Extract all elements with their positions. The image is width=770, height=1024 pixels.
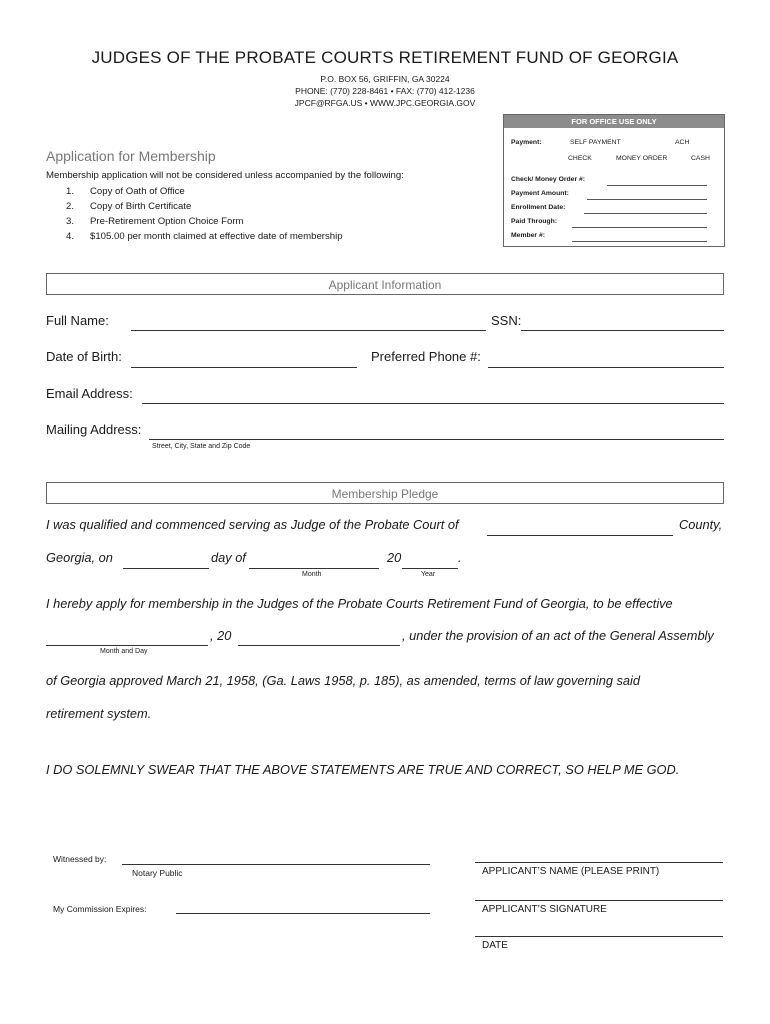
- month-hint: Month: [302, 571, 322, 578]
- membership-pledge-header: Membership Pledge: [46, 482, 724, 504]
- dob-label: Date of Birth:: [46, 349, 122, 364]
- pledge-line-1: I was qualified and commenced serving as Judge of the Probate Court of: [46, 517, 459, 532]
- phone-label: Preferred Phone #:: [371, 349, 481, 364]
- mailing-address-hint: Street, City, State and Zip Code: [152, 443, 251, 450]
- pledge-day-of: day of: [211, 550, 246, 565]
- ssn-field[interactable]: [521, 330, 724, 331]
- witness-signature-field[interactable]: [122, 864, 430, 865]
- witnessed-by-label: Witnessed by:: [53, 854, 107, 864]
- requirement-item: 4. $105.00 per month claimed at effective date of membership: [66, 231, 343, 242]
- month-field[interactable]: [249, 568, 379, 569]
- address-line: P.O. BOX 56, GRIFFIN, GA 30224: [320, 74, 450, 84]
- year-hint: Year: [421, 571, 436, 578]
- date-field[interactable]: [475, 936, 723, 937]
- effective-year-field[interactable]: [238, 645, 400, 646]
- day-field[interactable]: [123, 568, 209, 569]
- paid-through-field[interactable]: [572, 227, 707, 228]
- commission-expires-field[interactable]: [176, 913, 430, 914]
- option-money-order[interactable]: MONEY ORDER: [616, 155, 668, 162]
- payment-label: Payment:: [511, 139, 542, 146]
- email-field[interactable]: [142, 403, 724, 404]
- application-title: Application for Membership: [46, 148, 216, 164]
- requirements-intro: Membership application will not be considered unless accompanied by the following:: [46, 170, 404, 181]
- pledge-line-2: Georgia, on: [46, 550, 113, 565]
- email-label: Email Address:: [46, 386, 133, 401]
- enrollment-date-label: Enrollment Date:: [511, 204, 566, 211]
- payment-amount-label: Payment Amount:: [511, 190, 569, 197]
- pledge-county-text: County,: [679, 517, 723, 532]
- requirement-item: 3. Pre-Retirement Option Choice Form: [66, 216, 244, 227]
- mailing-address-label: Mailing Address:: [46, 422, 142, 437]
- enrollment-date-field[interactable]: [584, 213, 707, 214]
- pledge-line-4: , under the provision of an act of the General Assembly: [402, 628, 714, 643]
- office-use-heading: FOR OFFICE USE ONLY: [504, 115, 724, 128]
- option-cash[interactable]: CASH: [691, 155, 710, 162]
- office-use-box: [503, 114, 725, 247]
- pledge-line-3: I hereby apply for membership in the Judges of the Probate Courts Retirement Fund of Georgia, to be effective: [46, 596, 673, 611]
- option-check[interactable]: CHECK: [568, 155, 592, 162]
- notary-public-label: Notary Public: [132, 868, 183, 878]
- payment-amount-field[interactable]: [587, 199, 707, 200]
- pledge-line-5: of Georgia approved March 21, 1958, (Ga. Laws 1958, p. 185), as amended, terms of law governing said: [46, 673, 640, 688]
- full-name-label: Full Name:: [46, 313, 109, 328]
- option-ach[interactable]: ACH: [675, 139, 690, 146]
- requirement-item: 2. Copy of Birth Certificate: [66, 201, 192, 212]
- applicant-info-header: Applicant Information: [46, 273, 724, 295]
- pledge-line-6: retirement system.: [46, 706, 152, 721]
- date-label: DATE: [482, 940, 508, 951]
- county-field[interactable]: [487, 535, 673, 536]
- applicant-name-label: APPLICANT’S NAME (PLEASE PRINT): [482, 866, 660, 877]
- check-money-order-label: Check/ Money Order #:: [511, 176, 586, 183]
- month-and-day-hint: Month and Day: [100, 648, 148, 655]
- phone-field[interactable]: [488, 367, 724, 368]
- pledge-period: .: [458, 550, 462, 565]
- paid-through-label: Paid Through:: [511, 218, 558, 225]
- pledge-effective-year-prefix: , 20: [210, 628, 232, 643]
- commission-expires-label: My Commission Expires:: [53, 904, 147, 914]
- mailing-address-field[interactable]: [149, 439, 724, 440]
- applicant-name-field[interactable]: [475, 862, 723, 863]
- phone-fax-line: PHONE: (770) 228-8461 • FAX: (770) 412-1236: [295, 86, 475, 96]
- effective-month-day-field[interactable]: [46, 645, 208, 646]
- check-money-order-field[interactable]: [607, 185, 707, 186]
- pledge-year-prefix: 20: [387, 550, 402, 565]
- applicant-signature-field[interactable]: [475, 900, 723, 901]
- full-name-field[interactable]: [131, 330, 486, 331]
- email-web-line: JPCF@RFGA.US • WWW.JPC.GEORGIA.GOV: [294, 98, 476, 108]
- ssn-label: SSN:: [491, 313, 522, 328]
- applicant-signature-label: APPLICANT’S SIGNATURE: [482, 904, 607, 915]
- member-number-label: Member #:: [511, 232, 545, 239]
- requirement-item: 1. Copy of Oath of Office: [66, 186, 185, 197]
- oath-statement: I DO SOLEMNLY SWEAR THAT THE ABOVE STATEMENTS ARE TRUE AND CORRECT, SO HELP ME GOD.: [46, 762, 680, 777]
- dob-field[interactable]: [131, 367, 357, 368]
- year-field[interactable]: [402, 568, 458, 569]
- member-number-field[interactable]: [572, 241, 707, 242]
- form-title: JUDGES OF THE PROBATE COURTS RETIREMENT FUND OF GEORGIA: [91, 48, 679, 67]
- option-self-payment[interactable]: SELF PAYMENT: [570, 139, 621, 146]
